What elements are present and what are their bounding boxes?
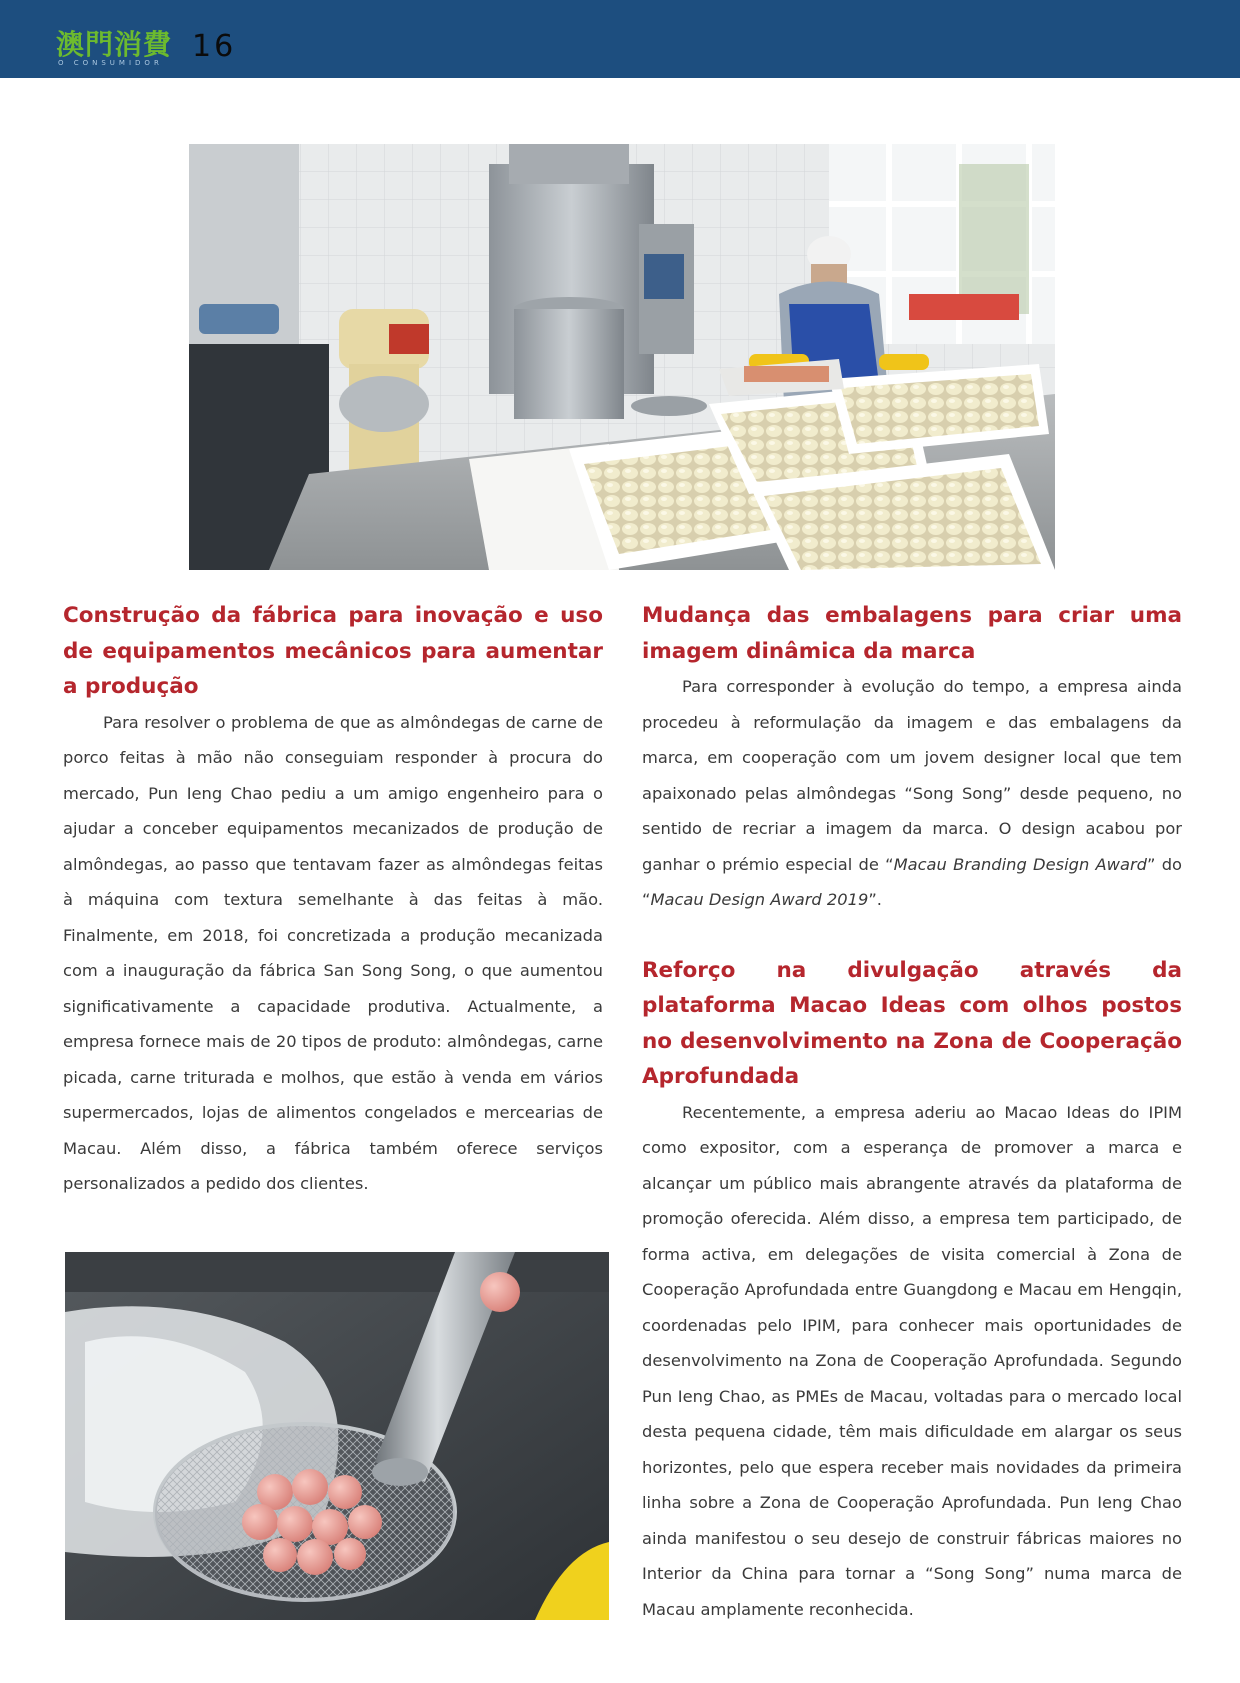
- right-column: [642, 598, 1182, 1627]
- section-heading-factory: Construção da fábrica para inovação e uso de equipamentos mecânicos para aumentar a produção: [63, 603, 603, 699]
- award-event: Macau Design Award 2019: [650, 890, 869, 909]
- packaging-text-mid: ” do “: [642, 854, 1182, 909]
- section-gap: [642, 918, 1182, 953]
- award-name: Macau Branding Design Award: [893, 854, 1147, 874]
- macao-ideas-paragraph: Recentemente, a empresa aderiu ao Macao Ideas do IPIM como expositor, com a esperança de promover a marca e alcançar um público mais abrangente através da plataforma de promoção oferecida. Além disso, a empresa tem participado, de forma activa, em delegações de visita comercial à Zona de Cooperação Aprofundada entre Guangdong e Macau em Hengqin, coordenadas pelo IPIM, para conhecer mais oportunidades de desenvolvimento na Zona de Cooperação Aprofundada. Segundo Pun Ieng Chao, as PMEs de Macau, voltadas para o mercado local desta pequena cidade, têm mais dificuldade em alargar os seus horizontes, pelo que espera receber mais novidades da primeira linha sobre a Zona de Cooperação Aprofundada. Pun Ieng Chao ainda manifestou o seu desejo de construir fábricas maiores no Interior da China para tornar a “Song Song” numa marca de Macau amplamente reconhecida.: [642, 1102, 1182, 1619]
- factory-paragraph: Para resolver o problema de que as almôndegas de carne de porco feitas à mão não conseguiam responder à procura do mercado, Pun Ieng Chao pediu a um amigo engenheiro para o ajudar a conceber equipamentos mecanizados de produção de almôndegas, ao passo que tentavam fazer as almôndegas feitas à máquina com textura semelhante à das feitas à mão. Finalmente, em 2018, foi concretizada a produção mecanizada com a inauguração da fábrica San Song Song, o que aumentou significativamente a capacidade produtiva. Actualmente, a empresa fornece mais de 20 tipos de produto: almôndegas, carne picada, carne triturada e molhos, que estão à venda em vários supermercados, lojas de alimentos congelados e mercearias de Macau. Além disso, a fábrica também oferece serviços personalizados a pedido dos clientes.: [63, 712, 603, 1193]
- packaging-text-end: ”.: [868, 890, 882, 909]
- magazine-logo: [56, 30, 172, 67]
- left-column: [63, 598, 603, 1202]
- logo-portuguese-text: O CONSUMIDOR: [58, 59, 163, 67]
- section-heading-macao-ideas: Reforço na divulgação através da plataforma Macao Ideas com olhos postos no desenvolvimento na Zona de Cooperação Aprofundada: [642, 957, 1182, 1089]
- logo-chinese-text: 澳門消費: [56, 28, 173, 61]
- page-header: [0, 0, 1240, 78]
- packaging-paragraph: [642, 669, 1182, 918]
- page-number: 16: [192, 29, 237, 64]
- factory-photo: [189, 144, 1055, 570]
- section-heading-packaging: Mudança das embalagens para criar uma imagem dinâmica da marca: [642, 603, 1182, 664]
- packaging-text-start: Para corresponder à evolução do tempo, a empresa ainda procedeu à reformulação da imagem e das embalagens da marca, em cooperação com um jovem designer local que tem apaixonado pelas almôndegas “Song Song” desde pequeno, no sentido de recriar a imagem da marca. O design acabou por ganhar o prémio especial de “: [642, 677, 1182, 874]
- meatball-strainer-photo: [65, 1252, 609, 1620]
